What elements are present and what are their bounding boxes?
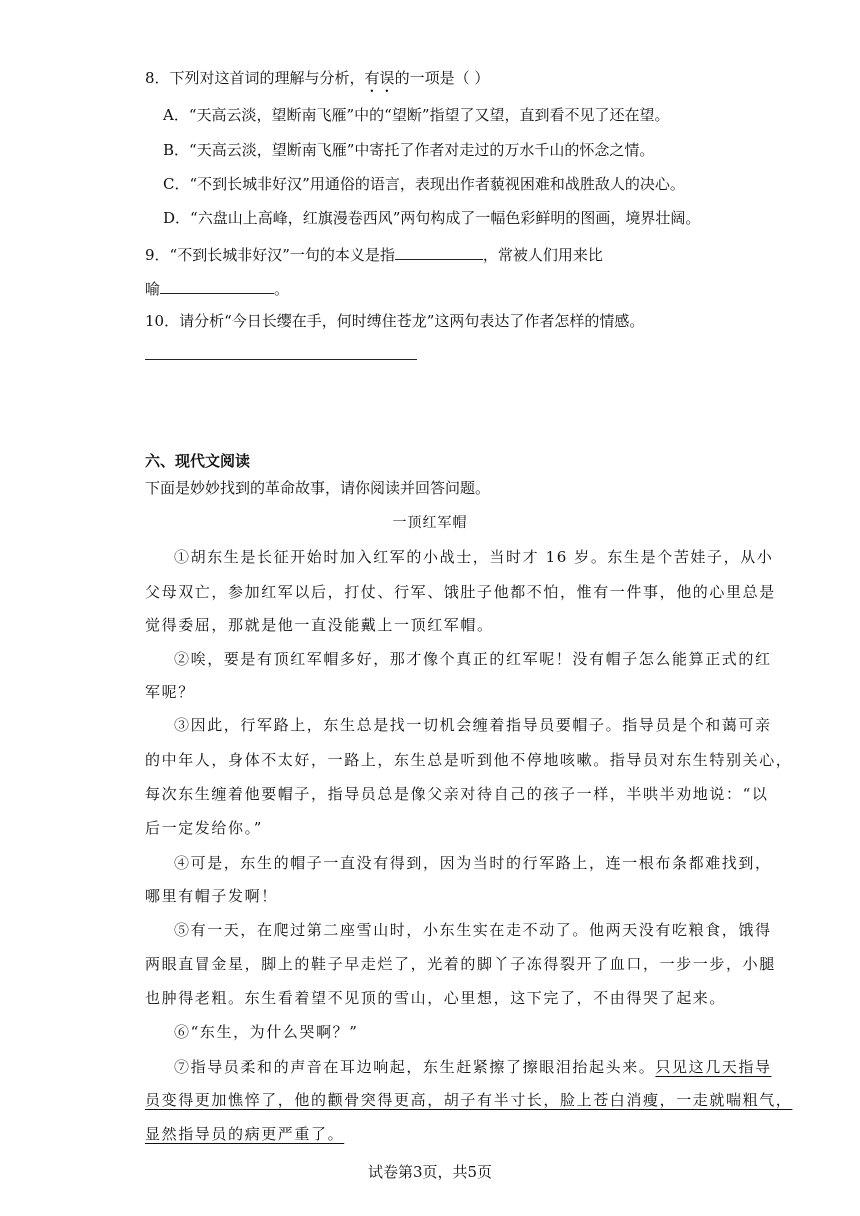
question-9-text-3: 喻 xyxy=(145,280,161,298)
question-10: 10．请分析“今日长缨在手，何时缚住苍龙”这两句表达了作者怎样的情感。 xyxy=(145,312,645,330)
question-8-text-end: 的一项是（ ） xyxy=(394,69,490,87)
story-line: 两眼直冒金星，脚上的鞋子早走烂了，光着的脚丫子冻得裂开了血口，一步一步，小腿 xyxy=(145,955,776,973)
underlined-passage: 只见这几天指导 xyxy=(655,1058,772,1076)
story-line: 的中年人，身体不太好，一路上，东生总是听到他不停地咳嗽。指导员对东生特别关心， xyxy=(145,751,793,769)
answer-blank-9a[interactable] xyxy=(395,243,483,260)
answer-blank-9b[interactable] xyxy=(160,277,274,294)
story-line: ②唉，要是有顶红军帽多好，那才像个真正的红军呢！没有帽子怎么能算正式的红 xyxy=(174,650,772,668)
story-line: 每次东生缠着他要帽子，指导员总是像父亲对待自己的孩子一样，半哄半劝地说：“以 xyxy=(145,785,769,803)
question-9-text: 9．“不到长城非好汉”一句的本义是指 xyxy=(145,246,395,264)
underlined-passage: 显然指导员的病更严重了。 xyxy=(145,1125,345,1143)
story-line: 军呢？ xyxy=(145,683,195,701)
question-8-emphasis: 有误 xyxy=(364,69,395,87)
story-line: 后一定发给你。” xyxy=(145,819,263,837)
option-b: B．“天高云淡，望断南飞雁”中寄托了作者对走过的万水千山的怀念之情。 xyxy=(163,141,655,159)
underlined-passage: 员变得更加憔悴了，他的颧骨突得更高，胡子有半寸长，脸上苍白消瘦，一走就喘粗气， xyxy=(145,1091,793,1109)
page-footer: 试卷第3页，共5页 xyxy=(367,1163,493,1181)
question-9-text-2: ，常被人们用来比 xyxy=(482,246,603,264)
story-line-plain: ⑦指导员柔和的声音在耳边响起，东生赶紧擦了擦眼泪抬起头来。 xyxy=(174,1058,656,1076)
story-line: ④可是，东生的帽子一直没有得到，因为当时的行军路上，连一根布条都难找到， xyxy=(174,854,772,872)
story-line: ③因此，行军路上，东生总是找一切机会缠着指导员要帽子。指导员是个和蔼可亲 xyxy=(174,716,772,734)
story-line: 也肿得老粗。东生看着望不见顶的雪山，心里想，这下完了，不由得哭了起来。 xyxy=(145,989,727,1007)
story-line: ⑤有一天，在爬过第二座雪山时，小东生实在走不动了。他两天没有吃粮食，饿得 xyxy=(174,921,772,939)
story-line: ⑥“东生，为什么哭啊？” xyxy=(174,1023,359,1041)
option-c: C．“不到长城非好汉”用通俗的语言，表现出作者藐视困难和战胜敌人的决心。 xyxy=(163,175,685,193)
question-9 xyxy=(145,243,603,265)
question-8-stem xyxy=(145,68,489,96)
option-d: D．“六盘山上高峰，红旗漫卷西风”两句构成了一幅色彩鲜明的图画，境界壮阔。 xyxy=(163,209,701,227)
story-line: ①胡东生是长征开始时加入红军的小战士，当时才 16 岁。东生是个苦娃子，从小 xyxy=(174,548,774,566)
question-9-text-4: 。 xyxy=(274,280,290,298)
question-9-cont xyxy=(145,277,289,299)
answer-line-10[interactable] xyxy=(145,359,417,360)
story-line: 哪里有帽子发啊！ xyxy=(145,887,278,905)
section-intro: 下面是妙妙找到的革命故事，请你阅读并回答问题。 xyxy=(145,479,491,497)
story-line: 觉得委屈，那就是他一直没能戴上一顶红军帽。 xyxy=(145,616,494,634)
option-a: A．“天高云淡，望断南飞雁”中的“望断”指望了又望，直到看不见了还在望。 xyxy=(163,106,670,124)
story-title: 一顶红军帽 xyxy=(392,515,468,531)
section-title: 六、现代文阅读 xyxy=(145,452,251,470)
question-8-text: 8．下列对这首词的理解与分析， xyxy=(145,69,365,87)
story-line: 父母双亡，参加红军以后，打仗、行军、饿肚子他都不怕，惟有一件事，他的心里总是 xyxy=(145,583,776,601)
story-line xyxy=(174,1057,772,1077)
